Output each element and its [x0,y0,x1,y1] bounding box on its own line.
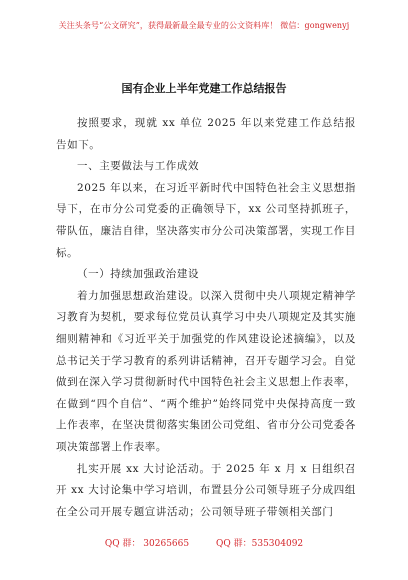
body-paragraph: 2025 年以来，在习近平新时代中国特色社会主义思想指导下，在市分公司党委的正确领导下，xx 公司坚持抓班子，带队伍，廉洁自律，坚决落实市分公司决策部署，实现工作目标。 [56,181,356,259]
footer-contact [0,536,408,549]
section-heading: 一、主要做法与工作成效 [77,160,200,173]
footer-qq-group-1: QQ 群： 30265665 [104,539,190,549]
intro-paragraph: 按照要求，现就 xx 单位 2025 年以来党建工作总结报告如下。 [56,117,356,151]
document-body [56,113,356,523]
header-banner: 关注头条号“公文研究”，获得最新最全最专业的公文资料库！ 微信：gongwenyj [58,21,350,30]
body-paragraph: 扎实开展 xx 大讨论活动。于 2025 年 x 月 x 日组织召开 xx 大讨论集中学习培训，布置县分公司领导班子分成四组在全公司开展专题宣讲活动；公司领导班子带领相关部门 [56,462,356,518]
document-title: 国有企业上半年党建工作总结报告 [121,82,287,95]
subsection-heading: （一）持续加强政治建设 [77,268,200,281]
body-paragraph: 着力加强思想政治建设。以深入贯彻中央八项规定精神学习教育为契机，要求每位党员认真学习中央八项规定及其实施细则精神和《习近平关于加强党的作风建设论述摘编》，以及总书记关于学习教育的系列讲话精神，召开专题学习会。自觉做到在深入学习贯彻新时代中国特色社会主义思想上作表率，在做到“四个自信”、“两个维护”始终同党中央保持高度一致上作表率，在坚决贯彻落实集团公司党组、省市分公司党委各项决策部署上作表率。 [56,289,356,453]
footer-qq-group-2: QQ 群：535304092 [216,539,304,549]
